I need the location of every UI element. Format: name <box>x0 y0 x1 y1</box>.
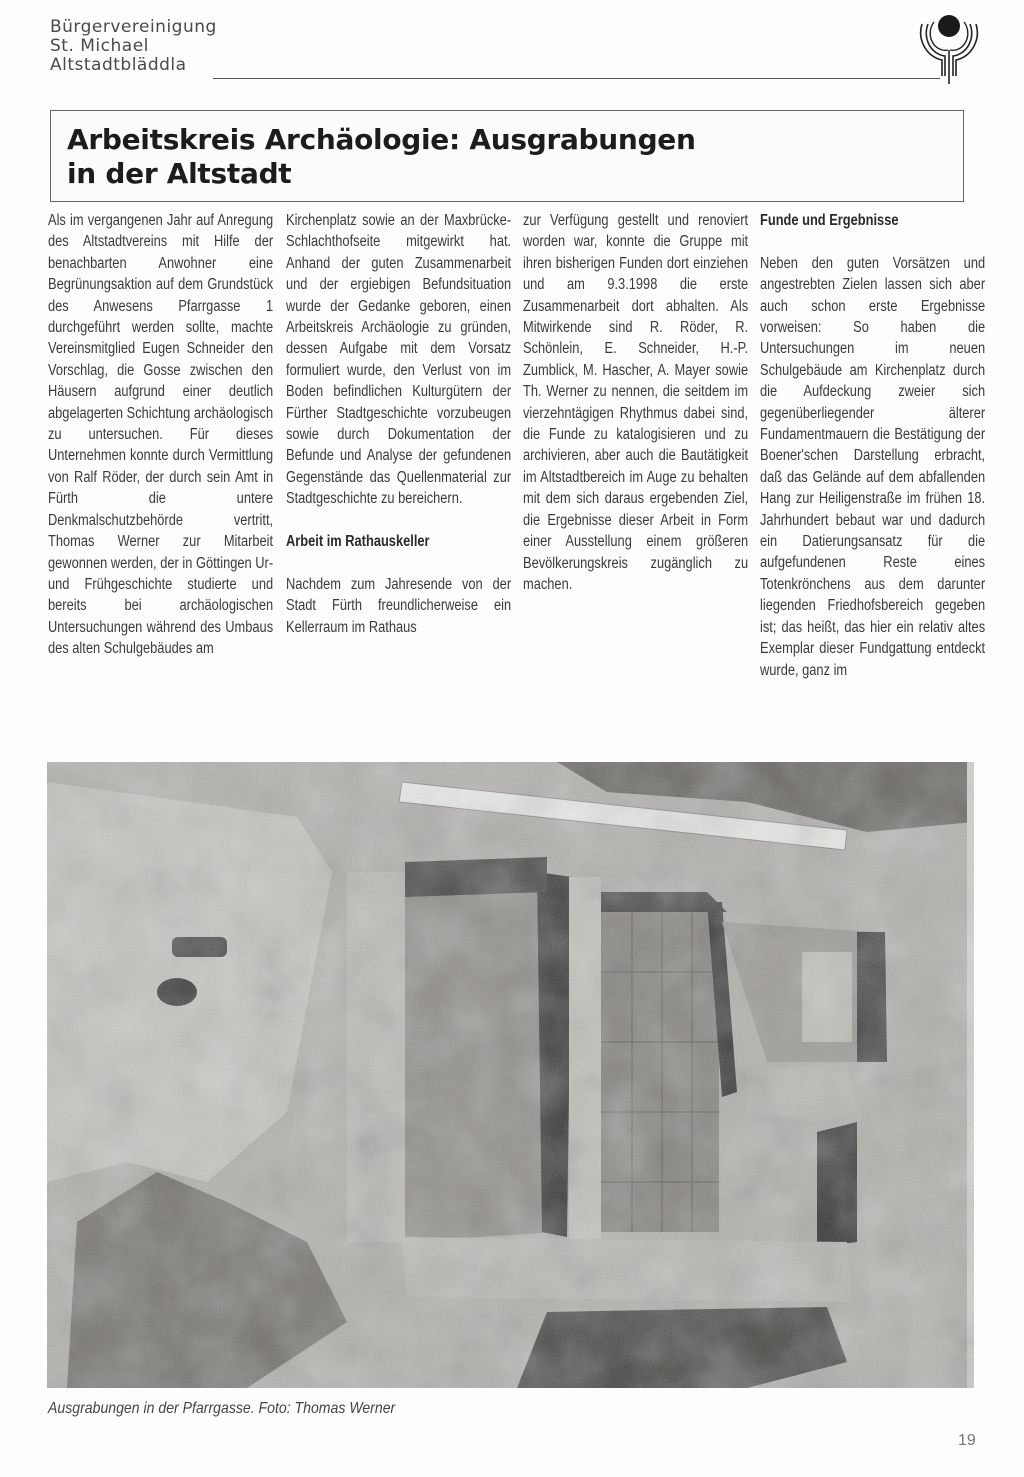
paragraph: Neben den guten Vorsätzen und angestrebten Zielen lassen sich aber auch schon erste Ergebnisse vorweisen: So haben die Untersuchungen im neuen Schulgebäude am Kirchenplatz durch die Aufdeckung zweier sich gegenüberliegender älterer Fundamentmauern die Bestätigung der Boener'schen Darstellung erbracht, daß das Gelände auf dem abfallenden Hang zur Heiligenstraße im frühen 18. Jahrhundert bebaut war und dadurch ein Datierungsansatz für die aufgefundenen Reste eines Totenkrönchens aus dem darunter liegenden Friedhofsbereich gegeben ist; das heißt, das hier ein relativ altes Exemplar dieser Fundgattung entdeckt wurde, ganz im <box>760 254 986 679</box>
paragraph: Nachdem zum Jahresende von der Stadt Fürth freundlicherweise ein Kellerraum im Rathaus <box>286 575 512 636</box>
section-heading-rathauskeller: Arbeit im Rathauskeller <box>286 533 430 551</box>
paragraph: zur Verfügung gestellt und renoviert worden war, konnte die Gruppe mit ihren bisherigen Funden dort einziehen und am 9.3.1998 die erste Zusammenarbeit dort abhalten. Als Mitwirkende sind R. Röder, R. Schönlein, E. Schneider, H.-P. Zumblick, M. Hascher, A. Mayer sowie Th. Werner zu nennen, die seitdem im vierzehntägigen Rhythmus dabei sind, die Funde zu katalogisieren und zu archivieren, aber auch die Bautätigkeit im Altstadtbereich im Auge zu behalten mit dem sich daraus ergebenden Ziel, die Ergebnisse dieser Arbeit in Form einer Ausstellung einem größeren Bevölkerungskreis zugänglich zu machen. <box>523 212 749 593</box>
article-title <box>67 123 696 191</box>
column-2 <box>286 210 511 638</box>
masthead-line-2: St. Michael <box>50 36 149 56</box>
photo-caption: Ausgrabungen in der Pfarrgasse. Foto: Thomas Werner <box>48 1400 396 1417</box>
excavation-photo-image <box>47 762 974 1388</box>
title-line-1: Arbeitskreis Archäologie: Ausgrabungen <box>67 123 696 156</box>
column-4 <box>760 210 985 681</box>
column-3 <box>523 210 748 595</box>
title-box <box>50 110 964 202</box>
page-number: 19 <box>958 1432 976 1449</box>
paragraph: Kirchenplatz sowie an der Maxbrücke-Schlachthofseite mitgewirkt hat. Anhand der guten Zusammenarbeit und der ergiebigen Befundsituation wurde der Gedanke geboren, einen Arbeitskreis Archäologie zu gründen, dessen Aufgabe mit dem Vorsatz formuliert wurde, den Verlust von im Boden befindlichen Kulturgütern der Fürther Stadtgeschichte vorzubeugen sowie durch Dokumentation der Befunde und Analyse der gefundenen Gegenstände das Quellenmaterial zur Stadtgeschichte zu bereichern. <box>286 212 512 508</box>
association-emblem-icon <box>918 4 980 86</box>
masthead-rule <box>213 78 940 79</box>
title-line-2: in der Altstadt <box>67 157 292 190</box>
section-heading-funde: Funde und Ergebnisse <box>760 212 899 229</box>
masthead <box>50 18 217 75</box>
paragraph: Als im vergangenen Jahr auf Anregung des Altstadtvereins mit Hilfe der benachbarten Anwohner eine Begrünungsaktion auf dem Grundstück des Anwesens Pfarrgasse 1 durchgeführt werden sollte, machte Vereinsmitglied Eugen Schneider den Vorschlag, die Gosse zwischen den Häusern aufgrund einer deutlich abgelagerten Schichtung archäologisch zu untersuchen. Für dieses Unternehmen konnte durch Vermittlung von Ralf Röder, der durch sein Amt in Fürth die untere Denkmalschutzbehörde vertritt, Thomas Werner zur Mitarbeit gewonnen werden, der in Göttingen Ur- und Frühgeschichte studierte und bereits bei archäologischen Untersuchungen während des Umbaus des alten Schulgebäudes am <box>48 212 274 658</box>
excavation-photo <box>47 762 974 1388</box>
masthead-line-1: Bürgervereinigung <box>50 17 217 37</box>
column-1 <box>48 210 273 660</box>
masthead-line-3: Altstadtbläddla <box>50 55 187 75</box>
